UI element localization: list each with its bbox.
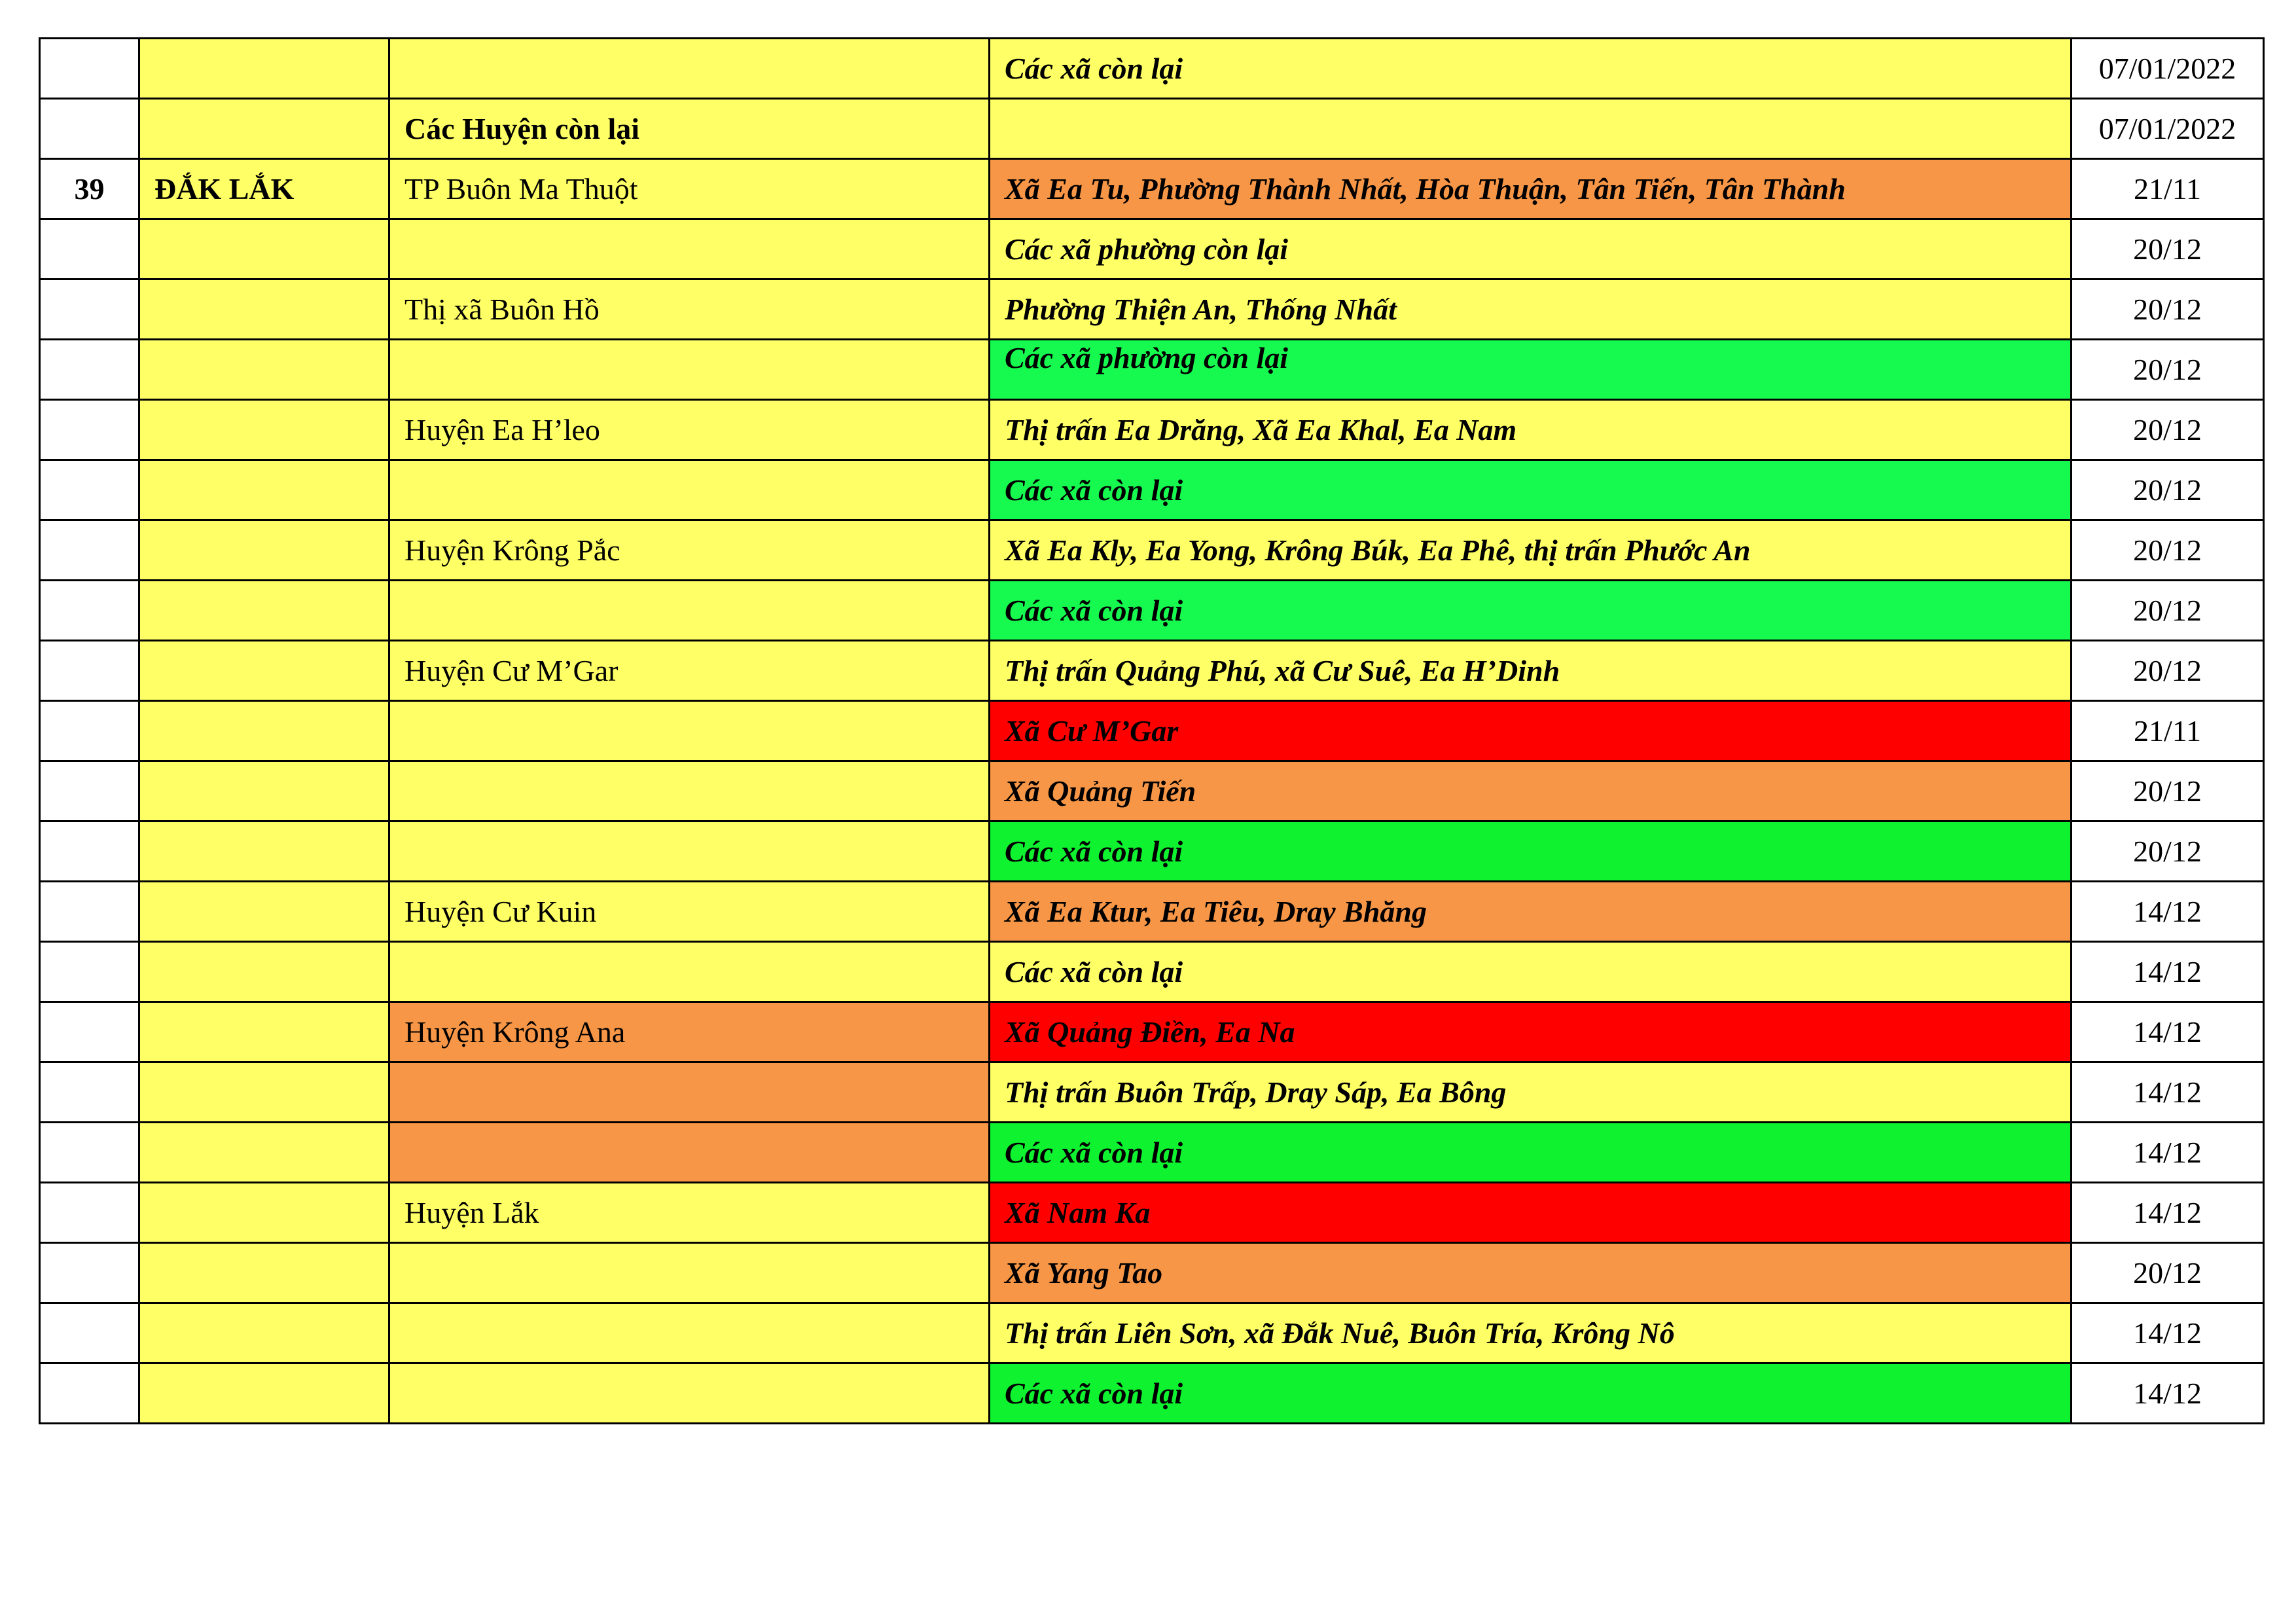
province-cell: [139, 1123, 389, 1183]
table-row: [40, 460, 2264, 520]
province-cell: [139, 1183, 389, 1243]
date-cell: 20/12: [2072, 641, 2264, 701]
commune-cell: Các xã còn lại: [990, 39, 2072, 99]
row-number-cell: [40, 641, 139, 701]
district-cell: Huyện Cư M’Gar: [389, 641, 990, 701]
table-row: [40, 1002, 2264, 1062]
province-cell: [139, 460, 389, 520]
commune-cell: Các xã còn lại: [990, 821, 2072, 882]
commune-cell: Các xã còn lại: [990, 942, 2072, 1002]
district-cell: [389, 460, 990, 520]
table-row: [40, 340, 2264, 400]
commune-cell: Thị trấn Ea Drăng, Xã Ea Khal, Ea Nam: [990, 400, 2072, 460]
row-number-cell: [40, 882, 139, 942]
row-number-cell: [40, 581, 139, 641]
table-row: [40, 1123, 2264, 1183]
row-number-cell: [40, 39, 139, 99]
province-cell: [139, 400, 389, 460]
row-number-cell: [40, 821, 139, 882]
province-cell: [139, 701, 389, 761]
row-number-cell: [40, 1123, 139, 1183]
date-cell: 14/12: [2072, 882, 2264, 942]
row-number-cell: [40, 340, 139, 400]
commune-cell: Thị trấn Quảng Phú, xã Cư Suê, Ea H’Dinh: [990, 641, 2072, 701]
district-cell: Huyện Krông Pắc: [389, 520, 990, 581]
row-number-cell: [40, 280, 139, 340]
table-row: [40, 942, 2264, 1002]
district-cell: Thị xã Buôn Hồ: [389, 280, 990, 340]
commune-cell: Xã Quảng Điền, Ea Na: [990, 1002, 2072, 1062]
row-number-cell: [40, 701, 139, 761]
date-cell: 07/01/2022: [2072, 39, 2264, 99]
date-cell: 21/11: [2072, 701, 2264, 761]
district-cell: [389, 821, 990, 882]
date-cell: 14/12: [2072, 1303, 2264, 1363]
commune-cell: Thị trấn Liên Sơn, xã Đắk Nuê, Buôn Tría, Krông Nô: [990, 1303, 2072, 1363]
date-cell: 14/12: [2072, 1183, 2264, 1243]
province-cell: [139, 1243, 389, 1303]
commune-cell: Các xã còn lại: [990, 460, 2072, 520]
table-row: [40, 219, 2264, 280]
province-cell: [139, 280, 389, 340]
row-number-cell: [40, 1243, 139, 1303]
table-row: [40, 882, 2264, 942]
date-cell: 20/12: [2072, 460, 2264, 520]
province-cell: [139, 1363, 389, 1424]
province-cell: [139, 821, 389, 882]
table-row: [40, 701, 2264, 761]
province-cell: [139, 1002, 389, 1062]
row-number-cell: [40, 99, 139, 159]
row-number-cell: [40, 1183, 139, 1243]
date-cell: 14/12: [2072, 1062, 2264, 1123]
commune-cell: Xã Nam Ka: [990, 1183, 2072, 1243]
province-cell: [139, 39, 389, 99]
district-cell: [389, 1243, 990, 1303]
province-cell: [139, 882, 389, 942]
date-cell: 14/12: [2072, 1123, 2264, 1183]
date-cell: 20/12: [2072, 219, 2264, 280]
district-cell: [389, 701, 990, 761]
commune-cell: Các xã còn lại: [990, 1123, 2072, 1183]
commune-cell: Xã Quảng Tiến: [990, 761, 2072, 821]
province-cell: [139, 942, 389, 1002]
table-row: [40, 821, 2264, 882]
table-row: [40, 39, 2264, 99]
row-number-cell: [40, 761, 139, 821]
table-row: [40, 581, 2264, 641]
table-row: [40, 520, 2264, 581]
row-number-cell: [40, 460, 139, 520]
table-row: [40, 1243, 2264, 1303]
commune-cell: Các xã còn lại: [990, 581, 2072, 641]
table-row: [40, 1062, 2264, 1123]
row-number-cell: [40, 1303, 139, 1363]
row-number-cell: 39: [40, 159, 139, 219]
row-number-cell: [40, 400, 139, 460]
commune-cell: Xã Yang Tao: [990, 1243, 2072, 1303]
province-cell: [139, 99, 389, 159]
date-cell: 21/11: [2072, 159, 2264, 219]
commune-cell: Xã Ea Kly, Ea Yong, Krông Búk, Ea Phê, thị trấn Phước An: [990, 520, 2072, 581]
commune-cell: Xã Ea Ktur, Ea Tiêu, Dray Bhăng: [990, 882, 2072, 942]
table-row: [40, 280, 2264, 340]
district-cell: Huyện Krông Ana: [389, 1002, 990, 1062]
district-cell: Huyện Lắk: [389, 1183, 990, 1243]
row-number-cell: [40, 942, 139, 1002]
district-cell: Huyện Cư Kuin: [389, 882, 990, 942]
commune-cell: [990, 99, 2072, 159]
commune-cell: Xã Ea Tu, Phường Thành Nhất, Hòa Thuận, Tân Tiến, Tân Thành: [990, 159, 2072, 219]
table-row: [40, 1183, 2264, 1243]
district-cell: [389, 761, 990, 821]
date-cell: 14/12: [2072, 942, 2264, 1002]
date-cell: 07/01/2022: [2072, 99, 2264, 159]
province-cell: [139, 219, 389, 280]
commune-cell: Thị trấn Buôn Trấp, Dray Sáp, Ea Bông: [990, 1062, 2072, 1123]
province-cell: [139, 1062, 389, 1123]
district-cell: [389, 1123, 990, 1183]
date-cell: 20/12: [2072, 1243, 2264, 1303]
table-row: [40, 1303, 2264, 1363]
date-cell: 20/12: [2072, 761, 2264, 821]
table-row: [40, 400, 2264, 460]
district-cell: [389, 340, 990, 400]
province-cell: [139, 641, 389, 701]
date-cell: 20/12: [2072, 821, 2264, 882]
table-row: [40, 99, 2264, 159]
table-row: [40, 159, 2264, 219]
commune-cell: Các xã còn lại: [990, 1363, 2072, 1424]
table-row: [40, 761, 2264, 821]
date-cell: 20/12: [2072, 340, 2264, 400]
district-cell: [389, 1303, 990, 1363]
commune-cell: Các xã phường còn lại: [990, 340, 2072, 400]
district-cell: TP Buôn Ma Thuột: [389, 159, 990, 219]
table-row: [40, 641, 2264, 701]
province-cell: [139, 761, 389, 821]
district-cell: [389, 219, 990, 280]
district-cell: Huyện Ea H’leo: [389, 400, 990, 460]
table-row: [40, 1363, 2264, 1424]
row-number-cell: [40, 1363, 139, 1424]
district-cell: [389, 942, 990, 1002]
date-cell: 14/12: [2072, 1363, 2264, 1424]
province-cell: [139, 581, 389, 641]
district-cell: Các Huyện còn lại: [389, 99, 990, 159]
zoning-table: [39, 37, 2265, 1424]
row-number-cell: [40, 219, 139, 280]
row-number-cell: [40, 1062, 139, 1123]
date-cell: 14/12: [2072, 1002, 2264, 1062]
row-number-cell: [40, 1002, 139, 1062]
date-cell: 20/12: [2072, 581, 2264, 641]
province-cell: ĐẮK LẮK: [139, 159, 389, 219]
date-cell: 20/12: [2072, 280, 2264, 340]
province-cell: [139, 1303, 389, 1363]
commune-cell: Phường Thiện An, Thống Nhất: [990, 280, 2072, 340]
district-cell: [389, 1363, 990, 1424]
date-cell: 20/12: [2072, 520, 2264, 581]
commune-cell: Các xã phường còn lại: [990, 219, 2072, 280]
province-cell: [139, 340, 389, 400]
district-cell: [389, 1062, 990, 1123]
date-cell: 20/12: [2072, 400, 2264, 460]
district-cell: [389, 581, 990, 641]
row-number-cell: [40, 520, 139, 581]
province-cell: [139, 520, 389, 581]
commune-cell: Xã Cư M’Gar: [990, 701, 2072, 761]
district-cell: [389, 39, 990, 99]
